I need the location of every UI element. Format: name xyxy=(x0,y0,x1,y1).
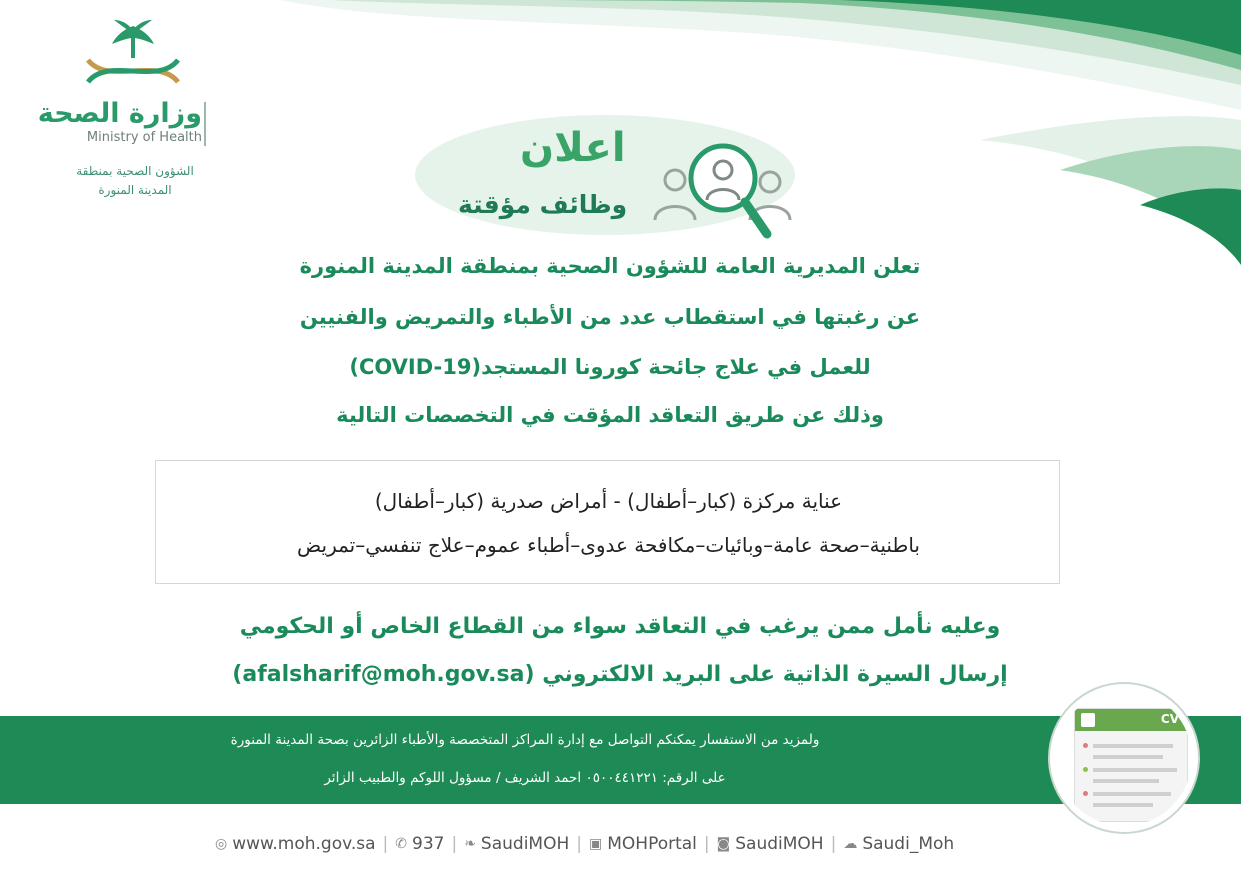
snapchat-icon: ☁ xyxy=(843,836,858,852)
cv-text-line xyxy=(1093,744,1173,748)
phone-icon: ✆ xyxy=(395,836,407,852)
closing-line-1: وعليه نأمل ممن يرغب في التعاقد سواء من القطاع الخاص أو الحكومي xyxy=(239,614,1001,639)
footer-youtube-text: MOHPortal xyxy=(607,834,697,854)
announcement-line-3: للعمل في علاج جائحة كورونا المستجد(COVID-19) xyxy=(349,355,871,379)
footer-phone-text: 937 xyxy=(412,834,445,854)
cv-bullet-icon xyxy=(1083,791,1088,796)
contact-line-1: ولمزيد من الاستفسار يمكنكم التواصل مع إدارة المراكز المتخصصة والأطباء الزائرين بصحة المدينة المنورة xyxy=(230,732,820,748)
footer-website[interactable] xyxy=(215,834,376,854)
announcement-title: اعلان xyxy=(520,125,626,171)
footer-links xyxy=(215,828,1035,860)
globe-icon: ◎ xyxy=(215,836,228,852)
region-subtitle-line1: الشؤون الصحية بمنطقة xyxy=(76,164,194,178)
region-subtitle-line2: المدينة المنورة xyxy=(98,183,172,197)
logo-divider xyxy=(204,102,206,146)
announcement-subtitle: وظائف مؤقتة xyxy=(458,190,628,219)
footer-separator: | xyxy=(382,834,389,854)
cv-bullet-icon xyxy=(1083,743,1088,748)
cv-text-line xyxy=(1093,792,1171,796)
footer-youtube[interactable] xyxy=(589,834,697,854)
footer-twitter-text: SaudiMOH xyxy=(480,834,570,854)
cv-photo-icon xyxy=(1081,713,1095,727)
cv-text-line xyxy=(1093,755,1163,759)
cv-bullet-icon xyxy=(1083,767,1088,772)
cv-text-line xyxy=(1093,803,1153,807)
specialties-line-2: باطنية–صحة عامة–وبائيات–مكافحة عدوى–أطباء عموم–علاج تنفسي–تمريض xyxy=(297,533,920,557)
cv-text-line xyxy=(1093,768,1177,772)
footer-phone[interactable] xyxy=(395,834,444,854)
specialties-line-1: عناية مركزة (كبار–أطفال) - أمراض صدرية (كبار–أطفال) xyxy=(374,489,843,513)
closing-email-line: إرسال السيرة الذاتية على البريد الالكتروني (afalsharif@moh.gov.sa) xyxy=(232,662,1008,687)
announcement-line-4: وذلك عن طريق التعاقد المؤقت في التخصصات التالية xyxy=(336,403,884,427)
twitter-icon: ❧ xyxy=(464,836,476,852)
cv-text-line xyxy=(1093,779,1159,783)
region-subtitle xyxy=(40,162,230,200)
footer-separator: | xyxy=(451,834,458,854)
instagram-icon: ◙ xyxy=(716,836,731,852)
contact-line-2: على الرقم: ٠٥٠٠٤٤١٢٢١ احمد الشريف / مسؤول اللوكم والطبيب الزائر xyxy=(324,770,726,786)
footer-instagram-text: SaudiMOH xyxy=(735,834,824,854)
footer-separator: | xyxy=(703,834,710,854)
ministry-name-arabic: وزارة الصحة xyxy=(37,98,202,129)
people-magnifier-icon xyxy=(645,130,795,245)
footer-instagram[interactable] xyxy=(717,834,824,854)
cv-badge xyxy=(1050,684,1200,834)
footer-separator: | xyxy=(576,834,582,854)
ministry-logo xyxy=(37,10,230,210)
cv-circle xyxy=(1050,684,1198,832)
youtube-icon: ▣ xyxy=(589,836,603,852)
footer-separator: | xyxy=(830,834,837,854)
ministry-name-english: Ministry of Health xyxy=(86,130,202,145)
footer-twitter[interactable] xyxy=(464,834,569,854)
footer-snapchat-text: Saudi_Moh xyxy=(862,834,955,854)
cv-header xyxy=(1075,709,1187,731)
palm-swords-emblem-icon xyxy=(78,16,188,96)
announcement-line-1: تعلن المديرية العامة للشؤون الصحية بمنطقة المدينة المنورة xyxy=(299,254,921,278)
footer-website-text: www.moh.gov.sa xyxy=(232,834,376,854)
specialties-box xyxy=(155,460,1060,584)
announcement-line-2: عن رغبتها في استقطاب عدد من الأطباء والتمريض والفنيين xyxy=(299,305,921,329)
footer-snapchat[interactable] xyxy=(843,834,954,854)
cv-label: CV xyxy=(1160,712,1179,726)
cv-document-icon xyxy=(1074,708,1188,822)
